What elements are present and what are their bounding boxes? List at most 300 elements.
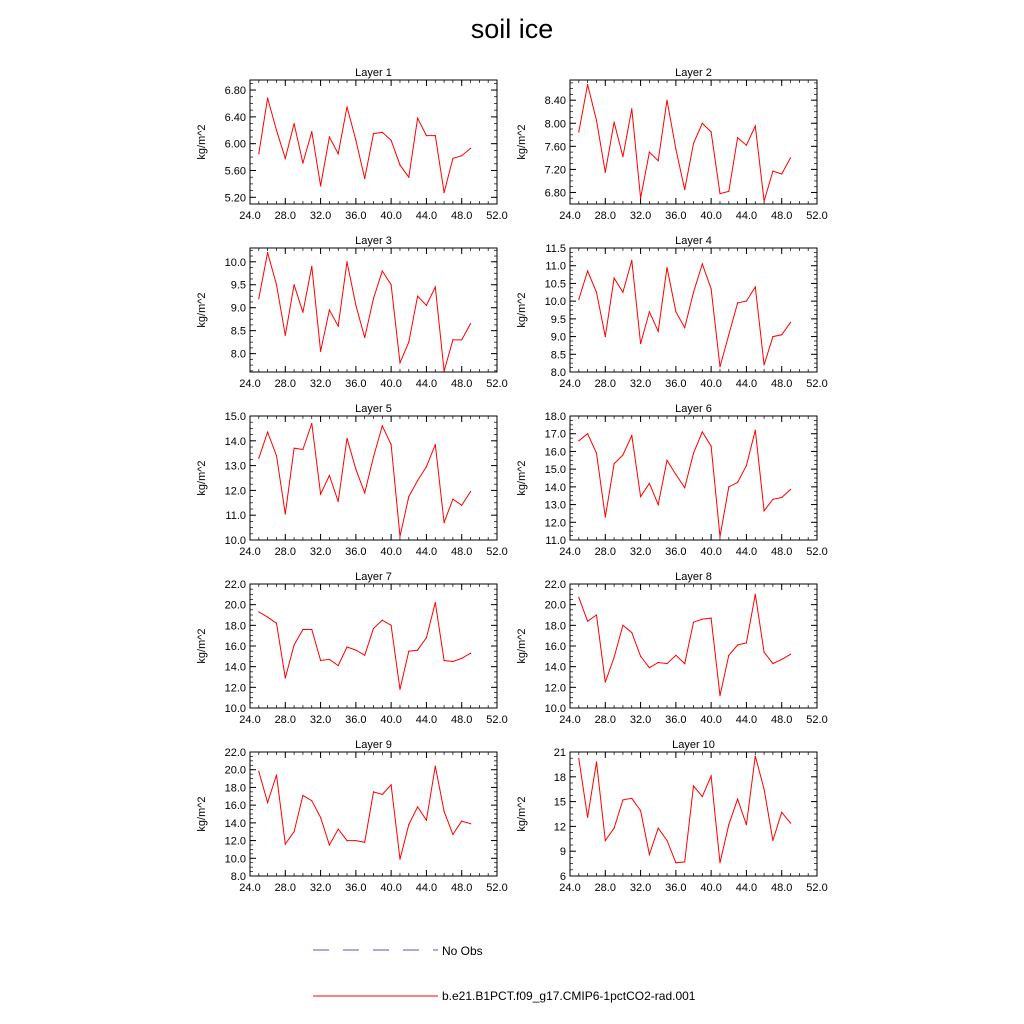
data-point [408, 824, 409, 825]
data-point [772, 171, 773, 172]
data-point [693, 785, 694, 786]
x-tick-label: 28.0 [274, 378, 296, 390]
y-tick-label: 20.0 [224, 599, 246, 612]
y-tick-label: 18 [553, 771, 566, 784]
panel-title: Layer 10 [672, 739, 715, 751]
data-point [640, 656, 641, 657]
data-point [746, 301, 747, 302]
data-point [435, 286, 436, 287]
x-tick-label: 32.0 [309, 378, 332, 390]
data-point [461, 820, 462, 821]
data-point [614, 827, 615, 828]
y-tick-label: 14.0 [544, 481, 566, 494]
x-tick-label: 32.0 [309, 714, 332, 726]
x-tick-label: 36.0 [345, 714, 367, 726]
x-tick-label: 36.0 [665, 546, 687, 558]
x-tick-label: 52.0 [486, 546, 508, 558]
data-point [614, 657, 615, 658]
x-tick-label: 40.0 [380, 882, 402, 894]
x-tick-label: 44.0 [735, 210, 758, 222]
data-point [578, 131, 579, 132]
x-tick-label: 36.0 [665, 378, 687, 390]
x-tick-label: 48.0 [451, 210, 473, 222]
series-line-layer-8 [579, 594, 791, 695]
data-point [578, 597, 579, 598]
y-tick-label: 9.0 [550, 331, 566, 344]
data-point [355, 305, 356, 306]
data-point [781, 334, 782, 335]
data-point [737, 137, 738, 138]
data-point [711, 131, 712, 132]
data-point [605, 840, 606, 841]
y-tick-label: 10.5 [544, 278, 566, 291]
data-point [790, 822, 791, 823]
panel-title: Layer 2 [675, 67, 712, 79]
x-tick-label: 24.0 [239, 546, 261, 558]
data-point [338, 325, 339, 326]
x-tick-label: 28.0 [594, 210, 616, 222]
plot-frame [570, 584, 817, 708]
data-point [382, 425, 383, 426]
data-point [790, 322, 791, 323]
y-tick-label: 9.0 [230, 302, 246, 315]
x-tick-label: 44.0 [735, 882, 758, 894]
data-point [435, 135, 436, 136]
data-point [587, 817, 588, 818]
y-tick-label: 11.0 [545, 535, 566, 547]
data-point [276, 284, 277, 285]
data-point [391, 625, 392, 626]
x-tick-label: 36.0 [345, 378, 367, 390]
y-tick-label: 18.0 [544, 411, 566, 423]
x-tick-label: 48.0 [451, 714, 473, 726]
x-tick-label: 52.0 [486, 378, 508, 390]
y-tick-label: 6.80 [224, 85, 246, 98]
y-tick-label: 10.0 [224, 703, 246, 715]
data-point [435, 766, 436, 767]
data-point [702, 123, 703, 124]
x-tick-label: 48.0 [771, 210, 793, 222]
data-point [302, 163, 303, 164]
data-point [267, 97, 268, 98]
y-tick-label: 8.5 [230, 325, 246, 338]
y-tick-label: 18.0 [224, 782, 246, 795]
data-point [391, 140, 392, 141]
data-point [763, 789, 764, 790]
x-tick-label: 36.0 [665, 714, 687, 726]
data-point [596, 453, 597, 454]
y-tick-label: 16.0 [544, 446, 566, 459]
x-tick-label: 48.0 [451, 378, 473, 390]
x-tick-label: 24.0 [239, 882, 261, 894]
panel-title: Layer 5 [355, 403, 392, 415]
y-tick-label: 10.0 [224, 535, 246, 547]
y-tick-label: 6 [559, 871, 566, 883]
x-tick-label: 52.0 [806, 546, 828, 558]
data-point [258, 298, 259, 299]
x-tick-label: 32.0 [309, 210, 332, 222]
x-tick-label: 36.0 [345, 210, 367, 222]
data-point [763, 201, 764, 202]
data-point [294, 123, 295, 124]
y-axis-label: kg/m^2 [196, 124, 208, 160]
data-point [452, 158, 453, 159]
x-tick-label: 44.0 [415, 378, 438, 390]
data-point [755, 594, 756, 595]
data-point [426, 305, 427, 306]
data-point [666, 663, 667, 664]
data-point [355, 140, 356, 141]
y-axis-label: kg/m^2 [516, 796, 528, 832]
panel-layer-1 [196, 67, 508, 222]
y-tick-label: 14.0 [544, 661, 566, 674]
y-tick-label: 10.0 [544, 296, 566, 309]
data-point [276, 774, 277, 775]
data-point [763, 510, 764, 511]
y-axis-label: kg/m^2 [196, 460, 208, 496]
data-point [373, 298, 374, 299]
data-point [711, 618, 712, 619]
data-point [622, 292, 623, 293]
x-tick-label: 48.0 [451, 546, 473, 558]
x-tick-label: 24.0 [239, 210, 261, 222]
data-point [622, 799, 623, 800]
data-point [693, 143, 694, 144]
x-tick-label: 48.0 [771, 378, 793, 390]
y-tick-label: 6.80 [544, 187, 566, 200]
panel-title: Layer 4 [675, 235, 712, 247]
x-tick-label: 28.0 [594, 378, 616, 390]
x-tick-label: 24.0 [559, 378, 581, 390]
panel-layer-2 [516, 67, 828, 222]
x-tick-label: 40.0 [380, 546, 402, 558]
panel-layer-3 [196, 235, 508, 390]
data-point [719, 536, 720, 537]
y-tick-label: 20.0 [224, 764, 246, 777]
data-point [711, 446, 712, 447]
data-point [587, 270, 588, 271]
data-point [435, 444, 436, 445]
data-point [737, 302, 738, 303]
y-tick-label: 15.0 [544, 464, 566, 477]
data-point [417, 806, 418, 807]
x-tick-label: 44.0 [735, 714, 758, 726]
data-point [435, 602, 436, 603]
data-point [728, 486, 729, 487]
x-tick-label: 24.0 [559, 882, 581, 894]
data-point [338, 828, 339, 829]
data-point [711, 775, 712, 776]
x-tick-label: 24.0 [559, 714, 581, 726]
data-point [399, 362, 400, 363]
x-tick-label: 52.0 [806, 210, 828, 222]
plot-frame [250, 80, 497, 204]
x-tick-label: 24.0 [239, 378, 261, 390]
data-point [631, 108, 632, 109]
data-point [578, 758, 579, 759]
y-tick-label: 18.0 [224, 620, 246, 633]
data-point [311, 800, 312, 801]
data-point [417, 296, 418, 297]
x-tick-label: 48.0 [771, 882, 793, 894]
data-point [302, 795, 303, 796]
y-tick-label: 12.0 [544, 517, 566, 530]
data-point [399, 689, 400, 690]
data-point [346, 840, 347, 841]
panel-layer-6 [516, 403, 828, 558]
data-point [346, 646, 347, 647]
data-point [276, 455, 277, 456]
data-point [649, 151, 650, 152]
x-tick-label: 40.0 [380, 378, 402, 390]
data-point [596, 614, 597, 615]
x-tick-label: 40.0 [380, 714, 402, 726]
x-tick-label: 40.0 [380, 210, 402, 222]
data-point [781, 497, 782, 498]
data-point [373, 456, 374, 457]
data-point [596, 292, 597, 293]
data-point [443, 811, 444, 812]
data-point [443, 660, 444, 661]
data-point [399, 859, 400, 860]
data-point [772, 840, 773, 841]
x-tick-label: 28.0 [274, 546, 296, 558]
data-point [320, 660, 321, 661]
data-point [443, 522, 444, 523]
y-tick-label: 14.0 [224, 435, 246, 448]
data-point [675, 311, 676, 312]
data-point [346, 106, 347, 107]
x-tick-label: 52.0 [806, 882, 828, 894]
x-tick-label: 24.0 [239, 714, 261, 726]
data-point [631, 798, 632, 799]
data-point [311, 423, 312, 424]
data-point [772, 336, 773, 337]
y-tick-label: 6.40 [224, 111, 246, 124]
series-line-layer-5 [259, 423, 471, 536]
y-tick-label: 8.0 [550, 367, 566, 379]
data-point [790, 489, 791, 490]
x-tick-label: 28.0 [274, 210, 296, 222]
data-point [329, 136, 330, 137]
x-tick-label: 44.0 [415, 714, 438, 726]
data-point [258, 771, 259, 772]
data-point [320, 185, 321, 186]
data-point [364, 337, 365, 338]
data-point [258, 458, 259, 459]
data-point [285, 844, 286, 845]
y-tick-label: 22.0 [544, 579, 566, 591]
y-tick-label: 12.0 [544, 682, 566, 695]
x-tick-label: 44.0 [415, 546, 438, 558]
y-tick-label: 15 [553, 796, 566, 809]
panels [196, 67, 828, 894]
panel-layer-5 [196, 403, 508, 558]
data-point [355, 469, 356, 470]
data-point [355, 650, 356, 651]
data-point [781, 812, 782, 813]
legend-model-label: b.e21.B1PCT.f09_g17.CMIP6-1pctCO2-rad.001 [442, 989, 696, 1003]
data-point [276, 130, 277, 131]
data-point [684, 663, 685, 664]
data-point [258, 611, 259, 612]
data-point [587, 84, 588, 85]
data-point [666, 460, 667, 461]
data-point [461, 505, 462, 506]
series-line-layer-10 [579, 756, 791, 863]
x-tick-label: 28.0 [594, 882, 616, 894]
data-point [417, 118, 418, 119]
y-axis-label: kg/m^2 [196, 796, 208, 832]
data-point [320, 494, 321, 495]
data-point [470, 653, 471, 654]
x-tick-label: 44.0 [735, 378, 758, 390]
data-point [631, 260, 632, 261]
data-point [426, 466, 427, 467]
x-tick-label: 32.0 [629, 882, 652, 894]
data-point [452, 339, 453, 340]
data-point [622, 454, 623, 455]
data-point [737, 482, 738, 483]
y-tick-label: 8.40 [544, 95, 566, 108]
x-tick-label: 48.0 [771, 714, 793, 726]
y-tick-label: 21 [553, 747, 566, 759]
data-point [320, 817, 321, 818]
y-tick-label: 10.0 [544, 703, 566, 715]
data-point [373, 791, 374, 792]
data-point [719, 366, 720, 367]
data-point [302, 312, 303, 313]
y-tick-label: 16.0 [224, 800, 246, 813]
data-point [285, 158, 286, 159]
data-point [640, 343, 641, 344]
data-point [426, 135, 427, 136]
data-point [614, 463, 615, 464]
plot-frame [250, 248, 497, 372]
data-point [285, 513, 286, 514]
x-tick-label: 44.0 [415, 210, 438, 222]
data-point [675, 149, 676, 150]
series-line-layer-6 [579, 430, 791, 536]
data-point [364, 655, 365, 656]
data-point [614, 278, 615, 279]
data-point [311, 131, 312, 132]
series-line-layer-4 [579, 260, 791, 366]
y-tick-label: 9.5 [230, 279, 246, 292]
y-tick-label: 5.60 [224, 165, 246, 178]
data-point [746, 642, 747, 643]
data-point [719, 695, 720, 696]
data-point [443, 192, 444, 193]
y-tick-label: 14.0 [224, 817, 246, 830]
data-point [443, 370, 444, 371]
y-tick-label: 13.0 [224, 460, 246, 473]
data-point [605, 516, 606, 517]
data-point [302, 629, 303, 630]
y-axis-label: kg/m^2 [516, 460, 528, 496]
y-tick-label: 13.0 [544, 499, 566, 512]
data-point [426, 637, 427, 638]
data-point [408, 496, 409, 497]
y-tick-label: 11.5 [545, 243, 566, 255]
panel-title: Layer 6 [675, 403, 712, 415]
y-tick-label: 16.0 [544, 641, 566, 653]
data-point [711, 288, 712, 289]
data-point [649, 667, 650, 668]
x-tick-label: 32.0 [629, 714, 652, 726]
data-point [631, 632, 632, 633]
data-point [267, 432, 268, 433]
data-point [790, 654, 791, 655]
plot-frame [570, 752, 817, 876]
plot-frame [570, 80, 817, 204]
data-point [649, 483, 650, 484]
y-tick-label: 8.0 [230, 871, 246, 883]
data-point [605, 682, 606, 683]
data-point [364, 178, 365, 179]
data-point [702, 263, 703, 264]
data-point [719, 862, 720, 863]
data-point [622, 625, 623, 626]
data-point [285, 335, 286, 336]
plot-frame [570, 248, 817, 372]
data-point [728, 334, 729, 335]
y-tick-label: 10.0 [224, 853, 246, 866]
x-tick-label: 28.0 [594, 546, 616, 558]
data-point [684, 861, 685, 862]
data-point [285, 677, 286, 678]
panel-title: Layer 9 [355, 739, 392, 751]
data-point [355, 840, 356, 841]
data-point [417, 480, 418, 481]
data-point [649, 854, 650, 855]
panel-layer-9 [196, 739, 508, 894]
data-point [658, 504, 659, 505]
data-point [461, 658, 462, 659]
data-point [294, 448, 295, 449]
data-point [640, 496, 641, 497]
data-point [578, 299, 579, 300]
x-tick-label: 36.0 [665, 882, 687, 894]
y-axis-label: kg/m^2 [196, 292, 208, 328]
data-point [408, 342, 409, 343]
data-point [728, 191, 729, 192]
y-tick-label: 10.0 [224, 256, 246, 269]
data-point [267, 252, 268, 253]
plot-frame [250, 416, 497, 540]
data-point [320, 351, 321, 352]
data-point [746, 145, 747, 146]
data-point [596, 120, 597, 121]
data-point [258, 153, 259, 154]
data-point [719, 193, 720, 194]
data-point [302, 449, 303, 450]
data-point [675, 655, 676, 656]
data-point [702, 796, 703, 797]
y-tick-label: 11.0 [225, 510, 246, 523]
y-tick-label: 11.0 [545, 260, 566, 273]
data-point [373, 628, 374, 629]
data-point [596, 761, 597, 762]
panel-title: Layer 7 [355, 571, 392, 583]
data-point [658, 331, 659, 332]
data-point [755, 286, 756, 287]
x-tick-label: 36.0 [665, 210, 687, 222]
data-point [364, 842, 365, 843]
x-tick-label: 32.0 [309, 546, 332, 558]
data-point [470, 823, 471, 824]
x-tick-label: 48.0 [451, 882, 473, 894]
